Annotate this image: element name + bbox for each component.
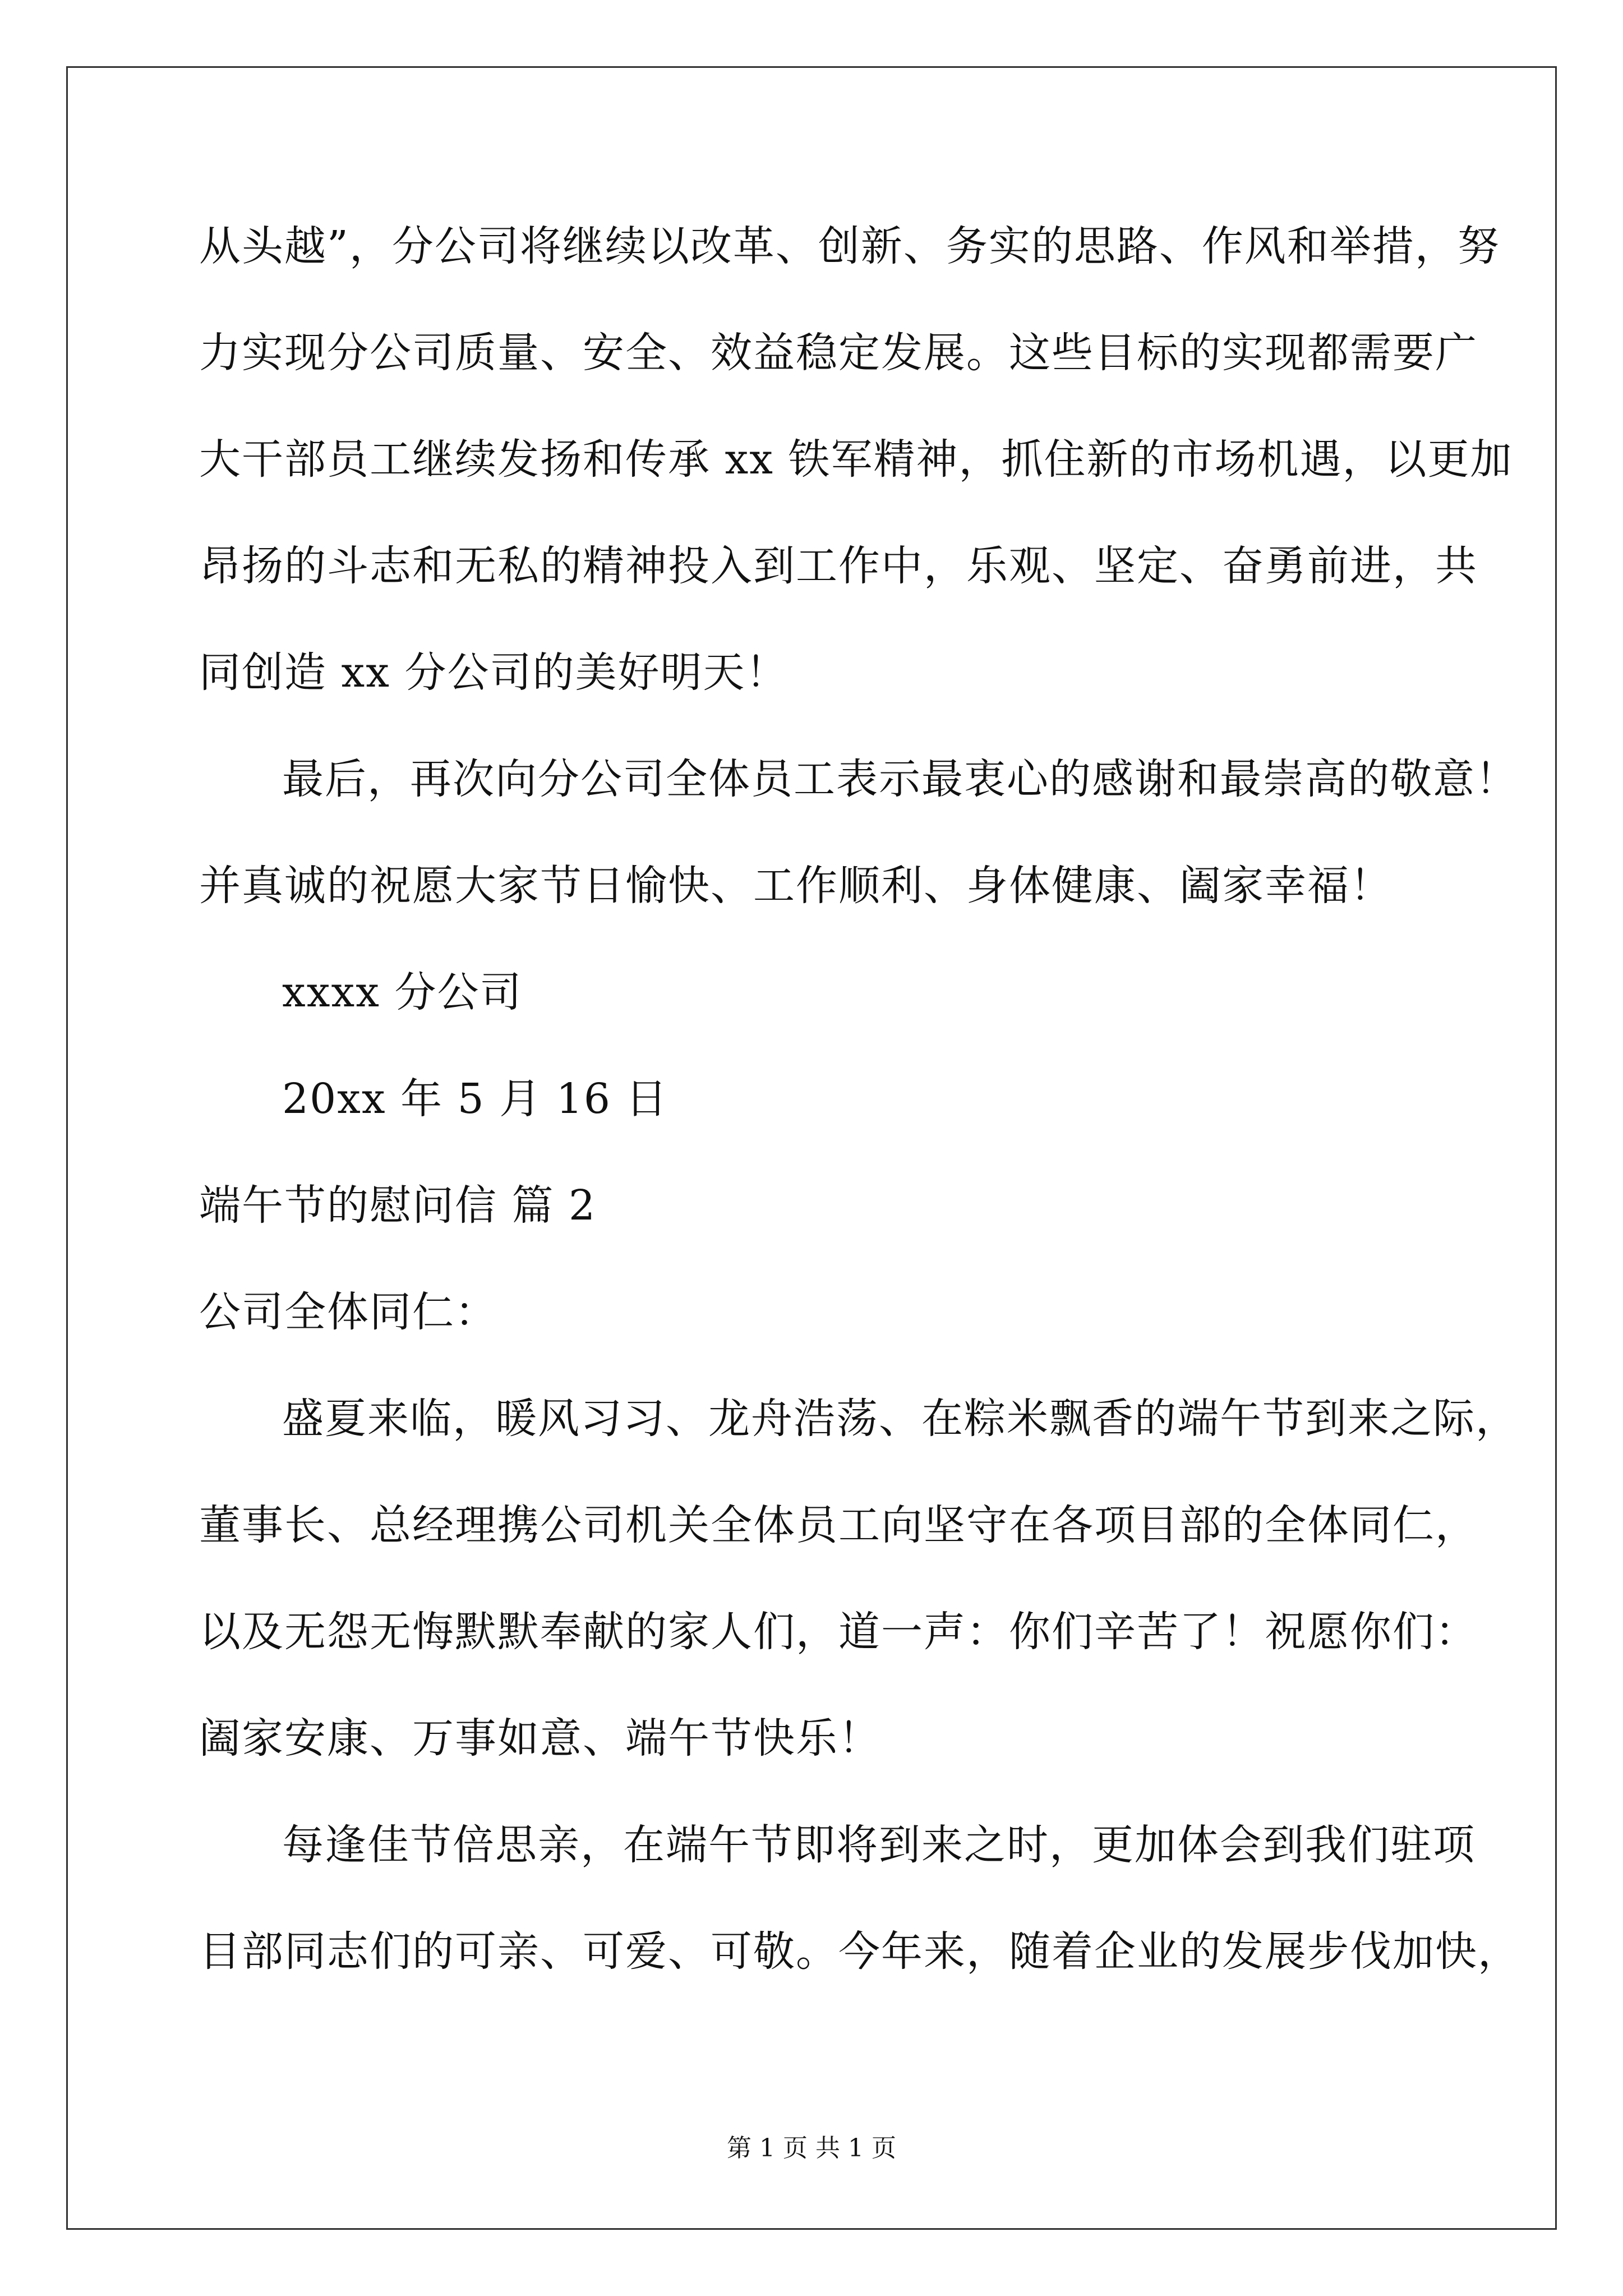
text-line: 同创造 xx 分公司的美好明天！ [199,648,789,697]
text-line: 以及无怨无悔默默奉献的家人们，道一声：你们辛苦了！祝愿你们： [199,1608,1478,1656]
text-line: 昂扬的斗志和无私的精神投入到工作中，乐观、坚定、奋勇前进，共 [199,542,1478,590]
text-line: 目部同志们的可亲、可爱、可敬。今年来，随着企业的发展步伐加快， [199,1927,1520,1976]
section-title: 端午节的慰问信 篇 2 [199,1181,597,1230]
text-line: 力实现分公司质量、安全、效益稳定发展。这些目标的实现都需要广 [199,329,1478,377]
text-line: 并真诚的祝愿大家节日愉快、工作顺利、身体健康、阖家幸福！ [199,862,1393,910]
page-border [66,66,1557,2230]
signature-date: 20xx 年 5 月 16 日 [282,1075,668,1123]
paragraph-line: 盛夏来临，暖风习习、龙舟浩荡、在粽米飘香的端午节到来之际， [282,1395,1518,1443]
paragraph-line: 每逢佳节倍思亲，在端午节即将到来之时，更加体会到我们驻项 [282,1821,1476,1869]
salutation: 公司全体同仁： [199,1288,497,1336]
page-footer: 第 1 页 共 1 页 [727,2134,896,2162]
text-line: 大干部员工继续发扬和传承 xx 铁军精神，抓住新的市场机遇，以更加 [199,435,1513,484]
text-line: 董事长、总经理携公司机关全体员工向坚守在各项目部的全体同仁， [199,1501,1478,1549]
paragraph-line: 最后，再次向分公司全体员工表示最衷心的感谢和最崇高的敬意！ [282,755,1518,803]
signature-company: xxxx 分公司 [282,968,523,1016]
text-line: 从头越”，分公司将继续以改革、创新、务实的思路、作风和举措，努 [199,222,1500,270]
text-line: 阖家安康、万事如意、端午节快乐！ [199,1714,881,1763]
